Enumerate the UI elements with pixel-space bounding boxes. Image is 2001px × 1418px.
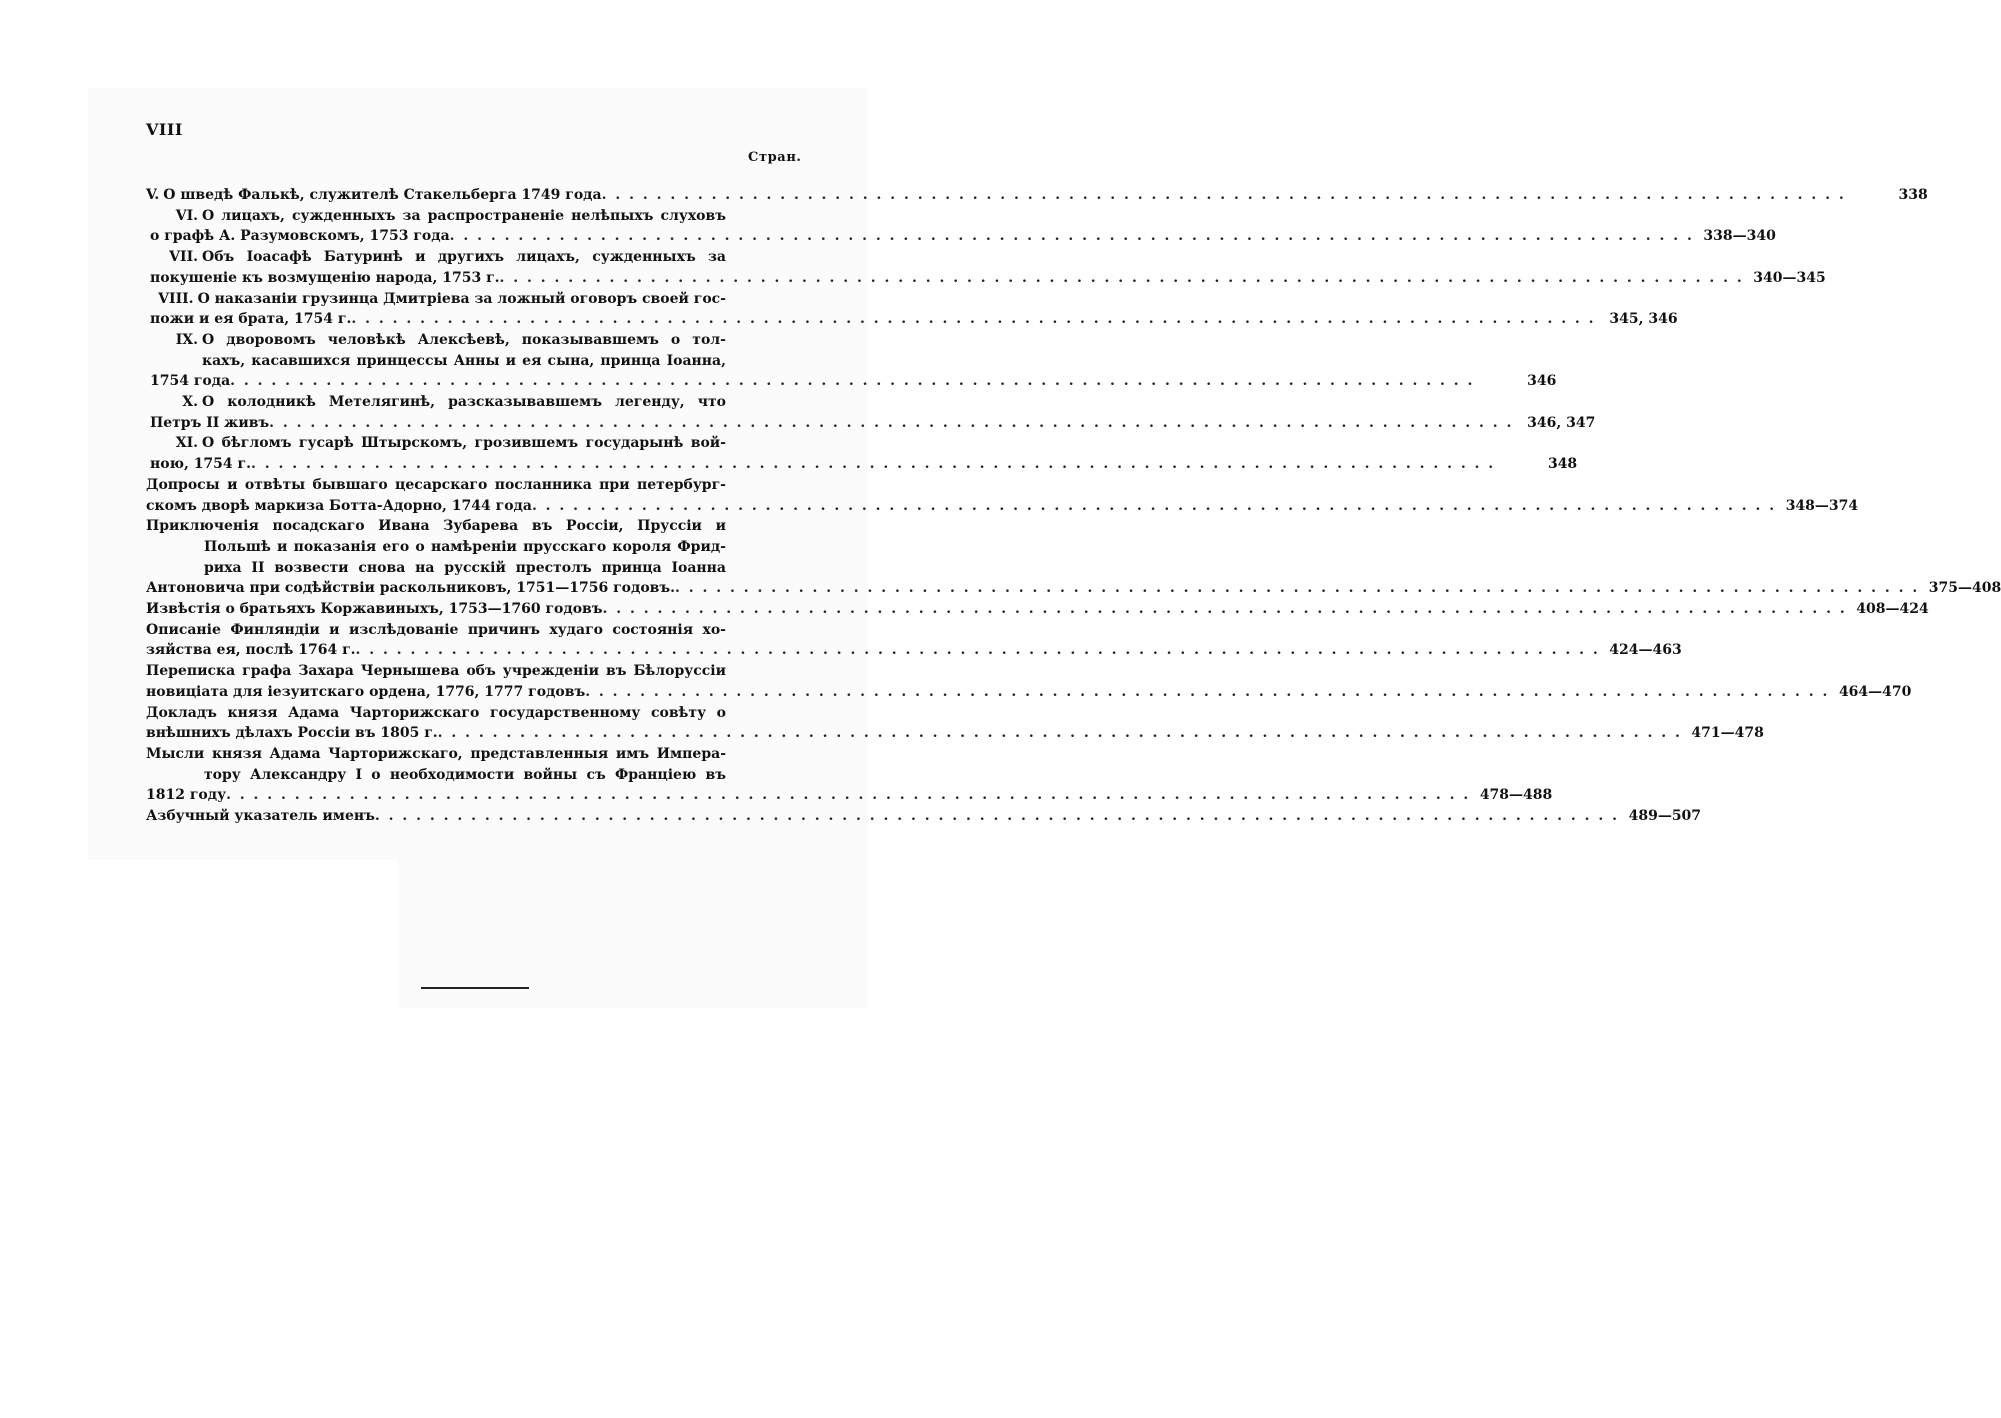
toc-page-reference: 338 xyxy=(1898,187,1928,203)
toc-entry-line xyxy=(146,558,808,579)
toc-entry-line xyxy=(146,537,808,558)
toc-entry-title-line: О наказаніи грузинца Дмитріева за ложный оговоръ своей гос- xyxy=(197,290,726,307)
toc-entry-line xyxy=(146,620,808,641)
dot-leader xyxy=(226,785,1470,806)
toc-entry-title-line: О дворовомъ человѣкѣ Алексѣевѣ, показывавшемъ о тол- xyxy=(202,331,726,348)
toc-page-reference: 346, 347 xyxy=(1527,414,1596,431)
toc-entry-number: VII. xyxy=(169,249,198,266)
toc-entry-line xyxy=(146,785,1553,806)
toc-page-reference: 338—340 xyxy=(1703,228,1776,245)
toc-entry-line xyxy=(146,413,1596,434)
dot-leader xyxy=(251,454,1495,475)
toc-sub-entry xyxy=(146,433,1578,474)
toc-entry-line xyxy=(146,496,1859,517)
toc-entry-line xyxy=(146,682,1912,703)
toc-entry xyxy=(146,599,1929,620)
toc-entry-title-line: О лицахъ, сужденныхъ за распространеніе нелѣпыхъ слуховъ xyxy=(202,207,726,224)
toc-sub-entry xyxy=(146,330,1557,392)
toc-entry-number: X. xyxy=(182,394,198,411)
toc-entry-title-line: Петръ II живъ xyxy=(150,414,270,431)
dot-leader xyxy=(269,413,1513,434)
toc-sub-entry xyxy=(146,392,1596,433)
toc-sub-entry xyxy=(146,247,1826,288)
toc-entry-line xyxy=(146,371,1557,392)
toc-entry-title-line: Азбучный указатель именъ xyxy=(146,808,375,825)
dot-leader xyxy=(675,578,1919,599)
toc-entry-title-line: зяйства ея, послѣ 1764 г. xyxy=(146,642,356,659)
toc-entry xyxy=(146,661,1912,702)
dot-leader xyxy=(230,371,1474,392)
toc-entry-title-line: внѣшнихъ дѣлахъ Россіи въ 1805 г. xyxy=(146,725,438,742)
toc-entry-title-line: Приключенія посадскаго Ивана Зубарева въ Россіи, Пруссіи и xyxy=(146,518,726,535)
page-number: VIII xyxy=(146,120,183,139)
toc-entry-line xyxy=(146,330,808,351)
toc-sub-entry xyxy=(146,289,1678,330)
toc-entry-number: IX. xyxy=(175,331,198,348)
toc-page-reference: 424—463 xyxy=(1609,642,1682,659)
toc-entry-title-line: о графѣ А. Разумовскомъ, 1753 года xyxy=(150,228,450,245)
toc-entry-title-line: тору Александру I о необходимости войны съ Франціею въ xyxy=(204,766,726,783)
toc-entry-line xyxy=(146,744,808,765)
toc-entry-line xyxy=(146,806,1702,827)
toc-entry-line xyxy=(146,516,808,537)
toc-entry-title-line: 1754 года xyxy=(150,373,231,390)
toc-entry-line xyxy=(146,247,808,268)
toc-entry-line xyxy=(146,268,1826,289)
toc-entry-line xyxy=(146,661,808,682)
toc-entry-title-line: Мысли князя Адама Чарторижскаго, представленныя имъ Импера- xyxy=(146,745,726,762)
toc-page-reference: 408—424 xyxy=(1856,601,1929,618)
toc-entry-line xyxy=(146,578,2001,599)
toc-entry-title-line: пожи и ея брата, 1754 г. xyxy=(150,311,352,328)
toc-entry-number: VIII. xyxy=(158,290,194,307)
toc-entry-title-line: риха II возвести снова на русскій престолъ принца Іоанна xyxy=(204,559,726,576)
toc-page-reference: 489—507 xyxy=(1628,808,1702,825)
toc-entry-title-line: О бѣгломъ гусарѣ Штырскомъ, грозившемъ государынѣ вой- xyxy=(202,435,726,452)
toc-sub-entry xyxy=(146,185,1928,206)
dot-leader xyxy=(375,806,1619,827)
toc-entry-line xyxy=(146,599,1929,620)
toc-entry-line xyxy=(146,185,1928,206)
toc-page-reference: 348 xyxy=(1547,456,1578,473)
toc-entry-title-line: покушеніе къ возмущенію народа, 1753 г. xyxy=(150,269,500,286)
toc-page-reference: 375—408 xyxy=(1928,580,2001,597)
page-column-header: Стран. xyxy=(748,150,802,165)
dot-leader xyxy=(602,185,1846,206)
toc-entry-line xyxy=(146,475,808,496)
toc-page-reference: 348—374 xyxy=(1785,497,1859,514)
toc-entry xyxy=(146,806,1702,827)
toc-entry-line xyxy=(146,206,808,227)
toc-page-reference: 346 xyxy=(1527,373,1557,390)
toc-entry xyxy=(146,475,1859,516)
toc-entry-title-line: О колодникѣ Метелягинѣ, разсказывавшемъ легенду, что xyxy=(202,394,726,411)
closing-rule xyxy=(421,987,529,989)
toc-entry-number: VI. xyxy=(175,207,198,224)
toc-entry-line xyxy=(146,454,1578,475)
table-of-contents xyxy=(146,185,2001,827)
scan-background-lower xyxy=(398,860,868,1008)
toc-page-reference: 340—345 xyxy=(1753,269,1826,286)
dot-leader xyxy=(450,226,1694,247)
toc-entry-line xyxy=(146,289,808,310)
toc-sub-entry xyxy=(146,206,1776,247)
toc-page-reference: 478—488 xyxy=(1479,787,1553,804)
toc-entry-title-line: Извѣстія о братьяхъ Коржавиныхъ, 1753—1760 годовъ xyxy=(146,601,603,618)
dot-leader xyxy=(585,682,1829,703)
toc-entry xyxy=(146,516,2001,599)
toc-page-reference: 464—470 xyxy=(1838,683,1912,700)
toc-entry-number: XI. xyxy=(175,435,198,452)
toc-entry-line xyxy=(146,723,1764,744)
dot-leader xyxy=(438,723,1682,744)
toc-page-reference: 345, 346 xyxy=(1609,311,1678,328)
toc-entry xyxy=(146,620,1682,661)
toc-entry-line xyxy=(146,433,808,454)
toc-entry-number: V. xyxy=(146,187,160,203)
toc-entry-line xyxy=(146,765,808,786)
toc-entry-title-line: кахъ, касавшихся принцессы Анны и ея сына, принца Іоанна, xyxy=(202,352,726,369)
toc-entry-line xyxy=(146,309,1678,330)
toc-entry xyxy=(146,703,1764,744)
toc-entry-line xyxy=(146,351,808,372)
toc-entry-line xyxy=(146,226,1776,247)
toc-entry-title-line: Допросы и отвѣты бывшаго цесарскаго посланника при петербург- xyxy=(146,476,726,493)
toc-entry-title-line: Антоновича при содѣйствіи раскольниковъ, 1751—1756 годовъ. xyxy=(146,580,675,597)
toc-entry-title-line: Докладъ князя Адама Чарторижскаго государственному совѣту о xyxy=(146,704,726,721)
dot-leader xyxy=(356,640,1600,661)
toc-entry-title-line: скомъ дворѣ маркиза Ботта-Адорно, 1744 года xyxy=(146,497,532,514)
dot-leader xyxy=(500,268,1744,289)
toc-entry-title-line: Переписка графа Захара Чернышева объ учрежденіи въ Бѣлоруссіи xyxy=(146,663,726,680)
toc-entry-line xyxy=(146,640,1682,661)
toc-entry-title-line: Объ Іоасафѣ Батуринѣ и другихъ лицахъ, сужденныхъ за xyxy=(202,249,726,266)
toc-page-reference: 471—478 xyxy=(1691,725,1764,742)
toc-entry-title-line: О шведѣ Фалькѣ, служителѣ Стакельберга 1749 года xyxy=(163,187,602,203)
toc-entry-title-line: Польшѣ и показанія его о намѣреніи прусскаго короля Фрид- xyxy=(204,538,726,555)
toc-entry-title-line: Описаніе Финляндіи и изслѣдованіе причинъ худаго состоянія хо- xyxy=(146,621,726,638)
toc-entry-title-line: 1812 году xyxy=(146,787,227,804)
dot-leader xyxy=(603,599,1847,620)
dot-leader xyxy=(351,309,1595,330)
toc-entry xyxy=(146,744,1553,806)
toc-entry-line xyxy=(146,703,808,724)
toc-entry-line xyxy=(146,392,808,413)
dot-leader xyxy=(532,496,1776,517)
toc-entry-title-line: новиціата для іезуитскаго ордена, 1776, 1777 годовъ xyxy=(146,683,586,700)
toc-entry-title-line: ною, 1754 г. xyxy=(150,456,251,473)
